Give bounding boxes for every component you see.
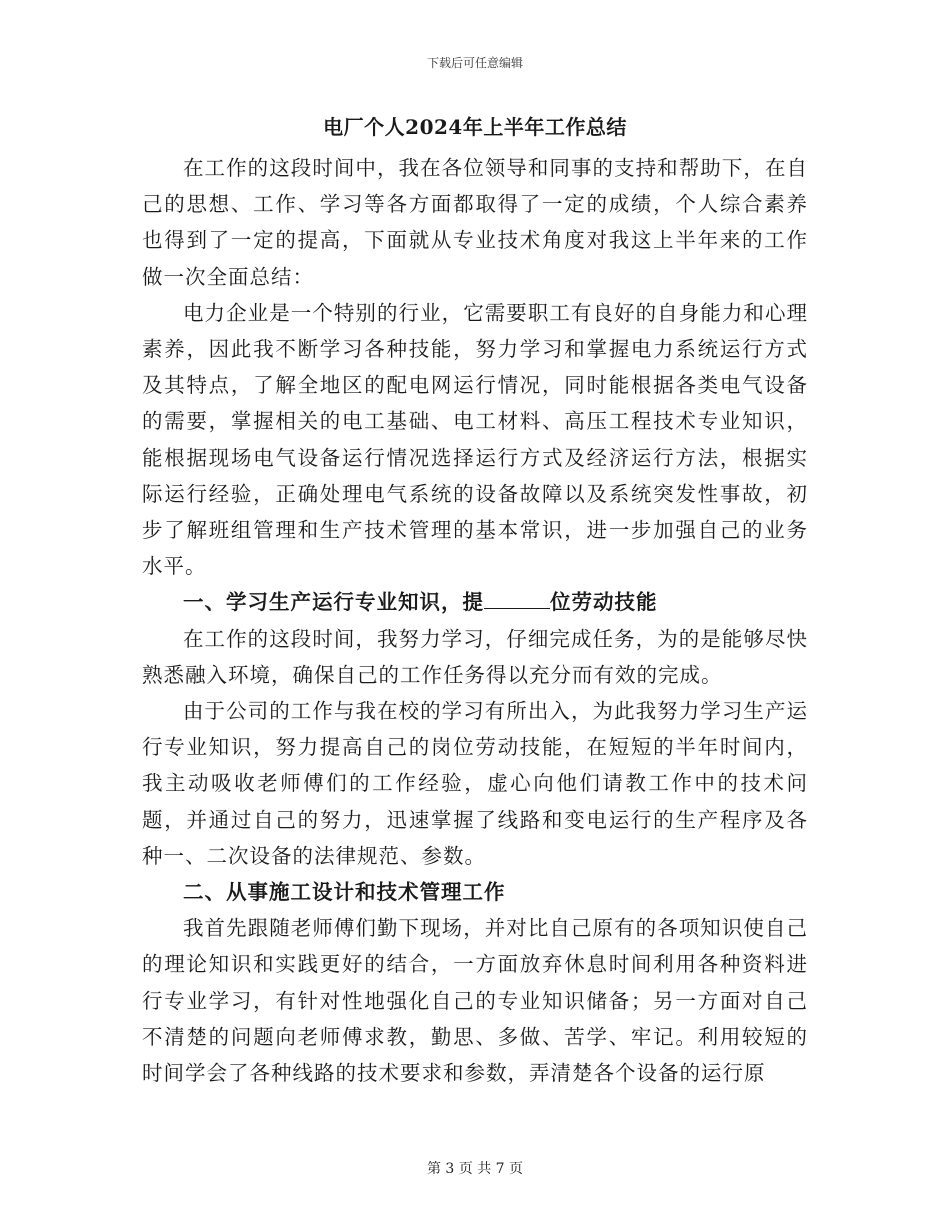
document-title: 电厂个人2024年上半年工作总结 [323,115,627,139]
page-indicator: 第 3 页 共 7 页 [426,1161,524,1177]
section-1-paragraph-1: 在工作的这段时间，我努力学习，仔细完成任务，为的是能够尽快熟悉融入环境，确保自己的工作任务得以充分而有效的完成。 [142,626,808,687]
section-2-paragraph-1: 我首先跟随老师傅们勤下现场，并对比自己原有的各项知识使自己的理论知识和实践更好的结合，一方面放弃休息时间利用各种资料进行专业学习，有针对性地强化自己的专业知识储备；另一方面对自己不清楚的问题向老师傅求教，勤思、多做、苦学、牢记。利用较短的时间学会了各种线路的技术要求和参数，弄清楚各个设备的运行原 [142,916,808,1086]
section-1-heading-part2: 位劳动技能 [550,590,658,615]
paragraph-electric-industry: 电力企业是一个特别的行业，它需要职工有良好的自身能力和心理素养，因此我不断学习各种技能，努力学习和掌握电力系统运行方式及其特点，了解全地区的配电网运行情况，同时能根据各类电气设备的需要，掌握相关的电工基础、电工材料、高压工程技术专业知识，能根据现场电气设备运行情况选择运行方式及经济运行方法，根据实际运行经验，正确处理电气系统的设备故障以及系统突发性事故，初步了解班组管理和生产技术管理的基本常识，进一步加强自己的业务水平。 [142,300,808,579]
document-body [142,104,808,1091]
section-1-heading [142,584,808,620]
section-1-paragraph-2: 由于公司的工作与我在校的学习有所出入，为此我努力学习生产运行专业知识，努力提高自己的岗位劳动技能，在短短的半年时间内，我主动吸收老师傅们的工作经验，虚心向他们请教工作中的技术问题，并通过自己的努力，迅速掌握了线路和变电运行的生产程序及各种一、二次设备的法律规范、参数。 [142,699,808,868]
section-2-heading: 二、从事施工设计和技术管理工作 [183,880,506,905]
fill-in-blank [484,588,550,609]
header-note: 下载后可任意编辑 [426,56,523,70]
intro-paragraph: 在工作的这段时间中，我在各位领导和同事的支持和帮助下，在自己的思想、工作、学习等各方面都取得了一定的成绩，个人综合素养也得到了一定的提高，下面就从专业技术角度对我这上半年来的工作做一次全面总结： [142,156,808,289]
section-1-heading-part1: 一、学习生产运行专业知识，提 [183,590,484,615]
